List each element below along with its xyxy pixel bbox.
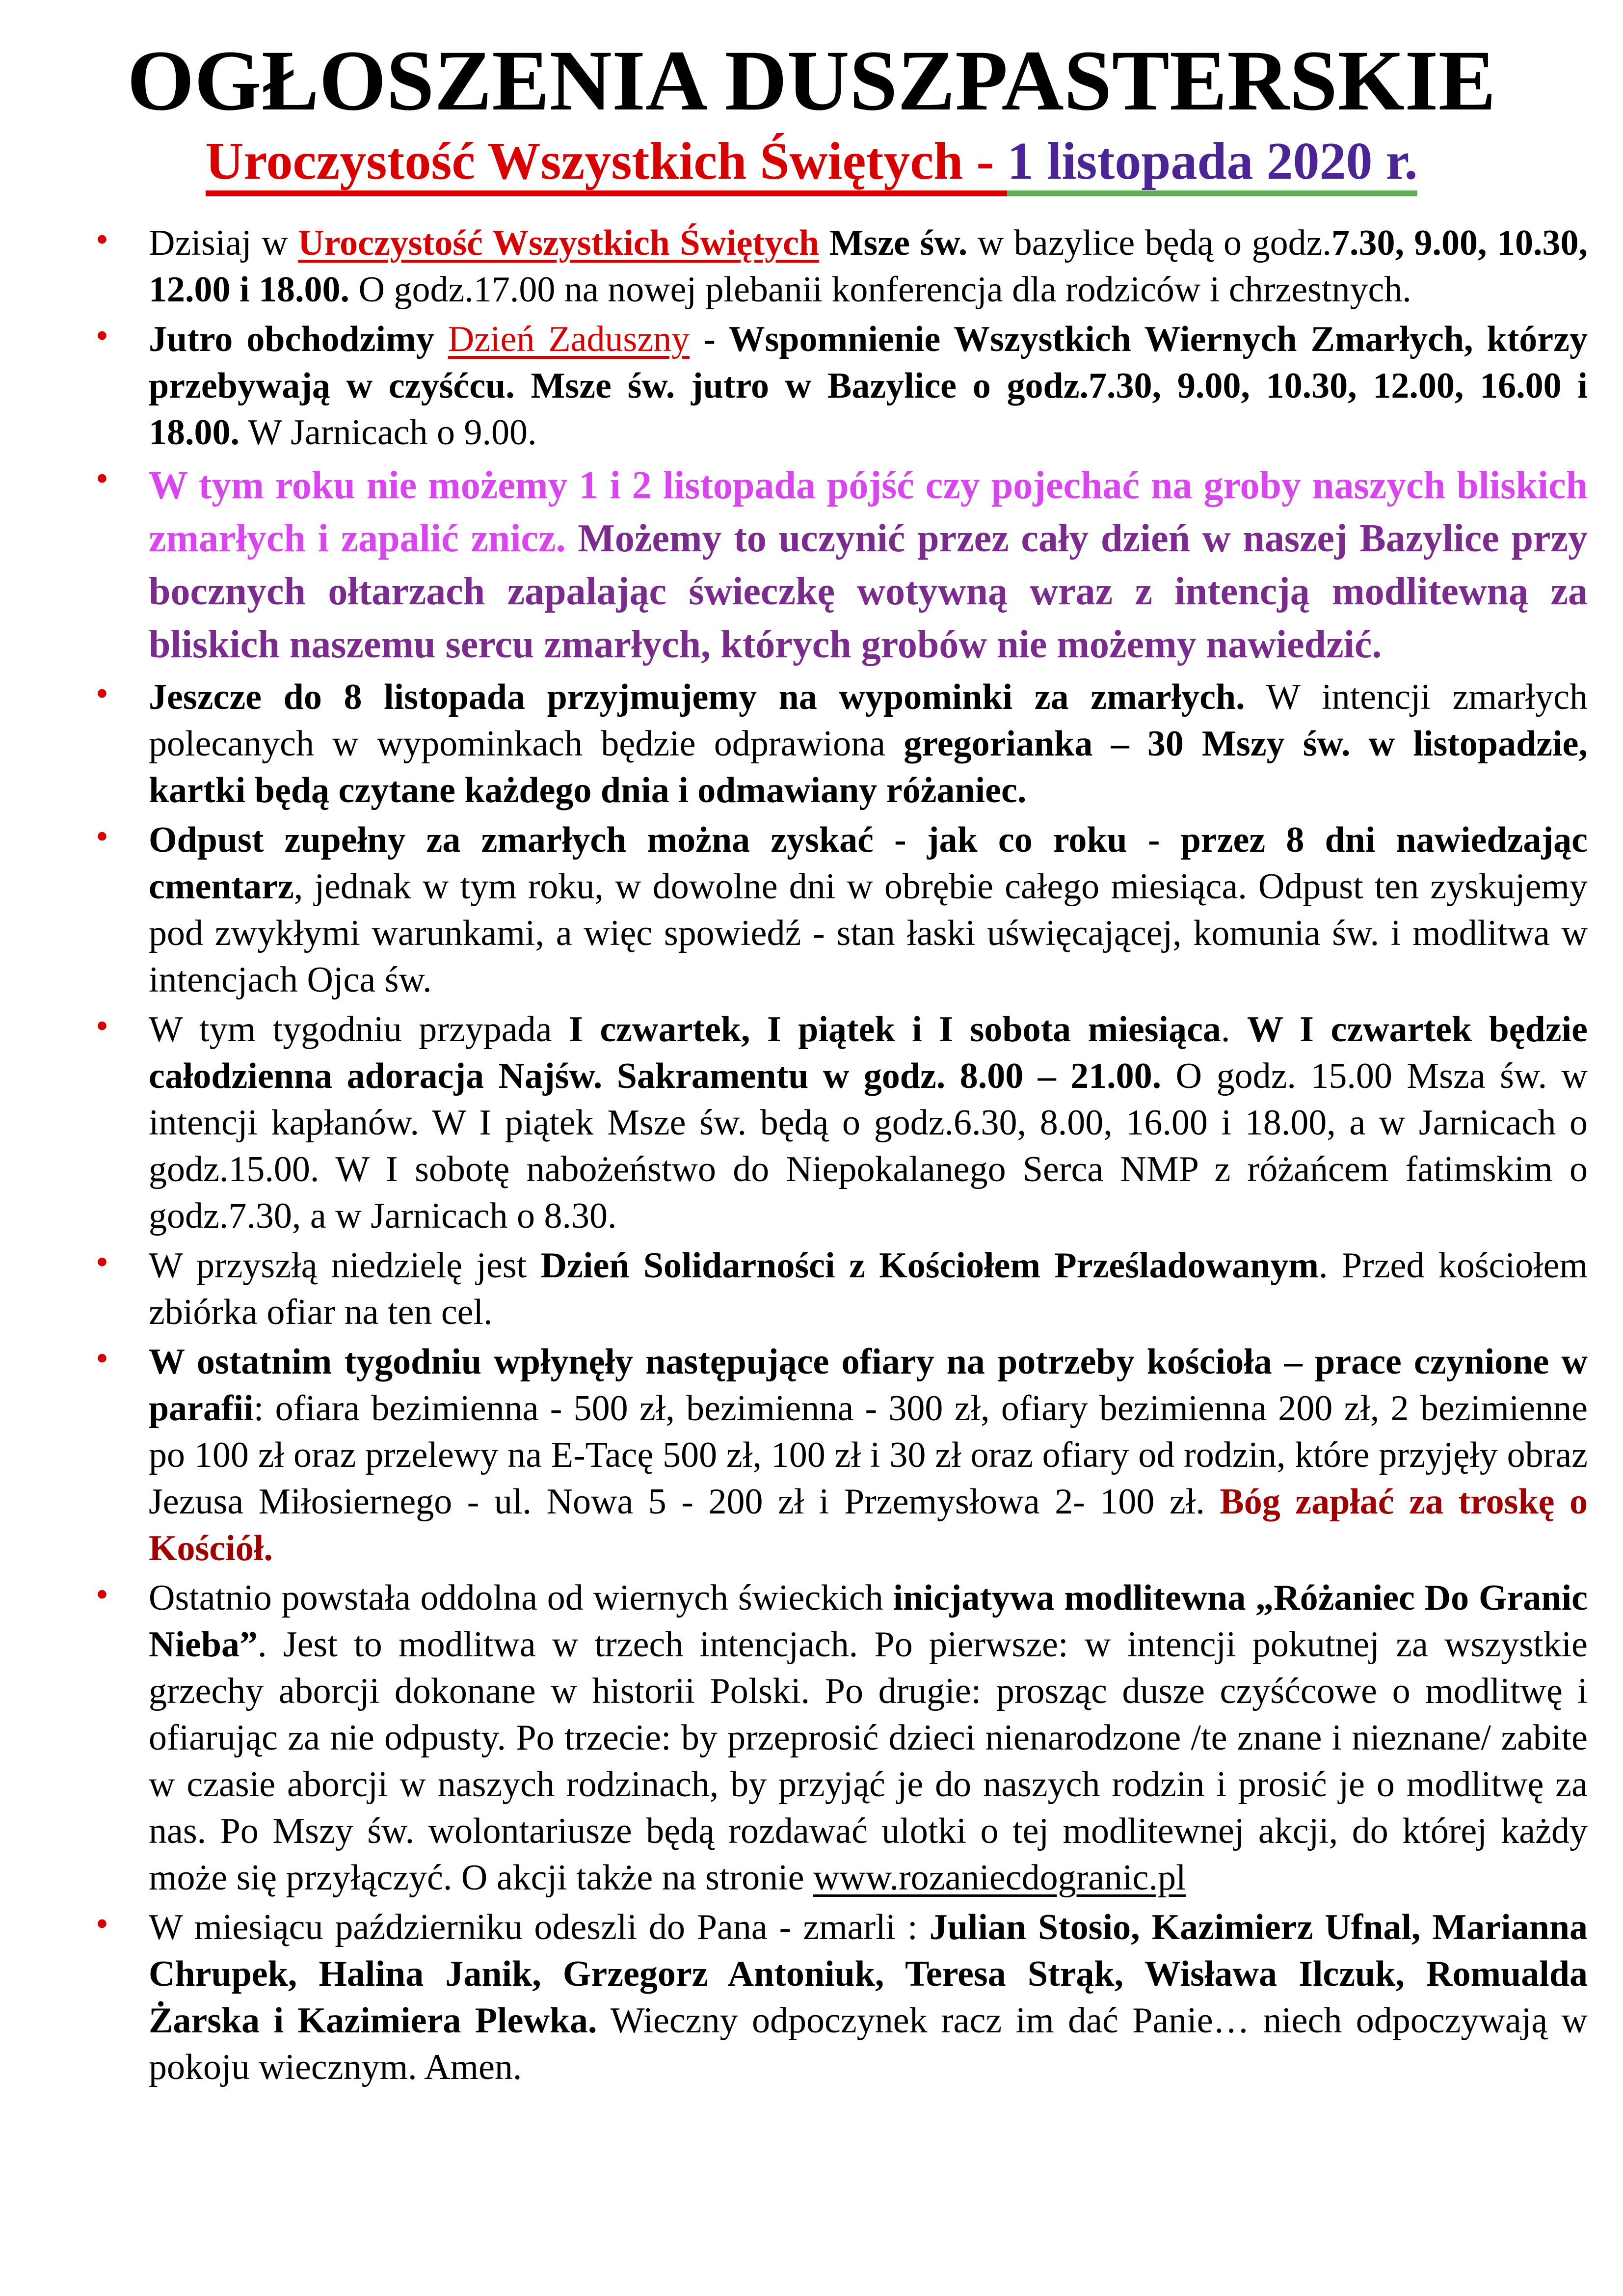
- text-bold: Jeszcze do 8 listopada przyjmujemy na wypominki za zmarłych.: [149, 677, 1245, 717]
- text: w bazylice będą o godz.: [967, 223, 1331, 263]
- text: O godz.17.00 na nowej plebanii konferencja dla rodziców i chrzestnych.: [349, 270, 1411, 310]
- announcement-item: [96, 1575, 1588, 1901]
- bullet-icon: •: [96, 1904, 108, 1944]
- bullet-icon: •: [96, 1338, 108, 1378]
- text-bold: W I czwartek będzie całodzienna adoracja Najśw. Sakramentu w godz. 8.00 – 21.00.: [149, 1009, 1588, 1096]
- announcement-item: [96, 316, 1588, 456]
- text: W Jarnicach o 9.00.: [239, 412, 537, 453]
- announcement-item: [96, 1904, 1588, 2091]
- text: : ofiara bezimienna - 500 zł, bezimienna - 300 zł, ofiary bezimienna 200 zł, 2 bezimienne po 100 zł oraz przelewy na E-Tacę 500 zł, 100 zł i 30 zł oraz ofiary od rodzin, które przyjęły obraz Jezusa Miłosiernego - ul. Nowa 5 - 200 zł i Przemysłowa 2- 100 zł.: [149, 1388, 1588, 1522]
- text: , jednak w tym roku, w dowolne dni w obrębie całego miesiąca. Odpust ten zyskujemy pod zwykłymi warunkami, a więc spowiedź - stan łaski uświęcającej, komunia św. i modlitwa w intencjach Ojca św.: [149, 866, 1588, 1000]
- text-bold: Dzień Solidarności z Kościołem Prześladowanym: [540, 1245, 1319, 1286]
- text: [819, 223, 829, 263]
- bullet-icon: •: [96, 1574, 108, 1615]
- announcement-item: [96, 674, 1588, 814]
- text-bold: Jutro obchodzimy: [149, 319, 448, 359]
- deceased-names: Julian Stosio, Kazimierz Ufnal, Marianna Chrupek, Halina Janik, Grzegorz Antoniuk, Teresa Strąk, Wisława Ilczuk, Romualda Żarska i Kazimiera Plewka.: [149, 1907, 1588, 2041]
- text: W intencji zmarłych polecanych w wypominkach będzie odprawiona: [149, 677, 1588, 764]
- bullet-icon: •: [96, 316, 108, 356]
- subtitle-date: 1 listopada 2020 r.: [1007, 132, 1417, 196]
- feast-name: Uroczystość Wszystkich Świętych: [298, 223, 820, 263]
- text-bold: I czwartek, I piątek i I sobota miesiąca: [569, 1009, 1221, 1050]
- text: Wieczny odpoczynek racz im dać Panie… niech odpoczywają w pokoju wiecznym. Amen.: [149, 2000, 1588, 2087]
- text: .: [1221, 1009, 1247, 1050]
- thanks-text: Bóg zapłać za troskę o Kościół.: [149, 1482, 1588, 1568]
- bullet-icon: •: [96, 459, 108, 499]
- feast-name: Dzień Zaduszny: [448, 319, 690, 359]
- announcement-item: [96, 1243, 1588, 1336]
- text-bold: Odpust zupełny za zmarłych można zyskać - jak co roku - przez 8 dni nawiedzając cmentarz: [149, 820, 1588, 907]
- bullet-icon: •: [96, 816, 108, 857]
- text-bold: - Wspomnienie Wszystkich Wiernych Zmarłych, którzy przebywają w czyśćcu. Msze św. jutro w Bazylice o godz.7.30, 9.00, 10.30, 12.00, 16.00 i 18.00.: [149, 319, 1588, 453]
- page-subtitle: [0, 131, 1623, 192]
- announcement-item: [96, 1339, 1588, 1572]
- announcement-item: [96, 817, 1588, 1003]
- text-magenta: W tym roku nie możemy 1 i 2 listopada pójść czy pojechać na groby naszych bliskich zmarłych i zapalić znicz.: [149, 464, 1588, 560]
- bullet-icon: •: [96, 1006, 108, 1046]
- text-bold: W ostatnim tygodniu wpłynęły następujące ofiary na potrzeby kościoła – prace czynione w parafii: [149, 1342, 1588, 1429]
- text: W przyszłą niedzielę jest: [149, 1245, 541, 1286]
- subtitle-feast: Uroczystość Wszystkich Świętych -: [206, 132, 1008, 196]
- text-bold: Msze św.: [829, 223, 968, 263]
- page-title: OGŁOSZENIA DUSZPASTERSKIE: [127, 33, 1496, 129]
- text: W miesiącu październiku odeszli do Pana - zmarli :: [149, 1907, 930, 1947]
- text-purple: Możemy to uczynić przez cały dzień w naszej Bazylice przy bocznych ołtarzach zapalając świeczkę wotywną wraz z intencją modlitewną za bliskich naszemu sercu zmarłych, których grobów nie możemy nawiedzić.: [149, 517, 1588, 666]
- text-bold: inicjatywa modlitewna „Różaniec Do Granic Nieba”: [149, 1578, 1588, 1665]
- mass-times: 7.30, 9.00, 10.30, 12.00 i 18.00.: [149, 223, 1588, 310]
- bullet-icon: •: [96, 219, 108, 260]
- announcement-list: [96, 220, 1588, 2091]
- announcement-item: [96, 1006, 1588, 1240]
- text-bold: gregorianka – 30 Mszy św. w listopadzie, kartki będą czytane każdego dnia i odmawiany różaniec.: [149, 724, 1588, 810]
- text: Dzisiaj w: [149, 223, 298, 263]
- text: . Jest to modlitwa w trzech intencjach. Po pierwsze: w intencji pokutnej za wszystkie grzechy aborcji dokonane w historii Polski. Po drugie: prosząc dusze czyśćcowe o modlitwę i ofiarując za nie odpusty. Po trzecie: by przeprosić dzieci nienarodzone /te znane i nieznane/ zabite w czasie aborcji w naszych rodzinach, by przyjąć je do naszych rodzin i prosić je o modlitwę za nas. Po Mszy św. wolontariusze będą rozdawać ulotki o tej modlitewnej akcji, do której każdy może się przyłączyć. O akcji także na stronie: [149, 1624, 1588, 1898]
- text: W tym tygodniu przypada: [149, 1009, 569, 1050]
- bullet-icon: •: [96, 674, 108, 714]
- text: . Przed kościołem zbiórka ofiar na ten cel.: [149, 1245, 1588, 1332]
- announcement-item: [96, 459, 1588, 671]
- text: Ostatnio powstała oddolna od wiernych świeckich: [149, 1578, 893, 1618]
- text: O godz. 15.00 Msza św. w intencji kapłanów. W I piątek Msze św. będą o godz.6.30, 8.00, 16.00 i 18.00, a w Jarnicach o godz.15.00. W I sobotę nabożeństwo do Niepokalanego Serca NMP z różańcem fatimskim o godz.7.30, a w Jarnicach o 8.30.: [149, 1056, 1588, 1236]
- website-link[interactable]: www.rozaniecdogranic.pl: [813, 1858, 1186, 1898]
- bullet-icon: •: [96, 1242, 108, 1282]
- announcement-item: [96, 220, 1588, 313]
